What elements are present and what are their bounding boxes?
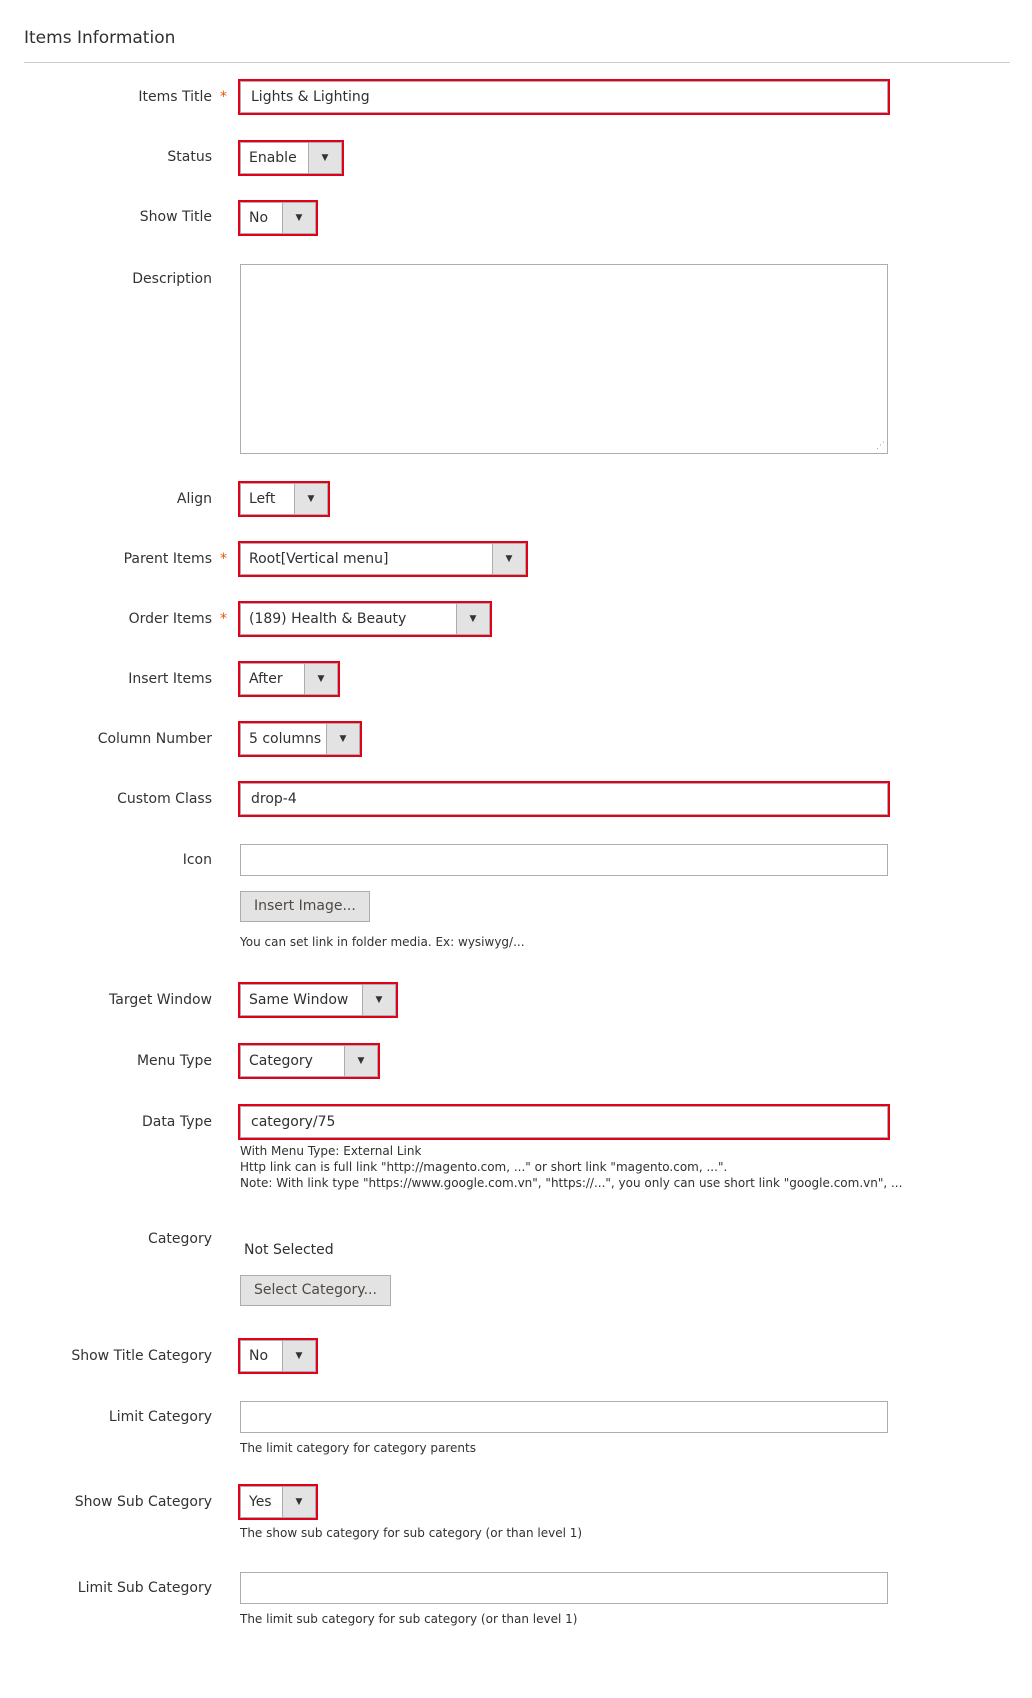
insert-items-select-value: After (249, 671, 283, 687)
show-sub-category-label: Show Sub Category (74, 1494, 212, 1510)
custom-class-label: Custom Class (117, 791, 212, 807)
show-title-select[interactable] (240, 202, 316, 234)
insert-items-label: Insert Items (128, 671, 212, 687)
section-title: Items Information (24, 28, 176, 48)
parent-items-select[interactable] (240, 543, 526, 575)
caret-down-icon[interactable]: ▼ (282, 1341, 315, 1371)
resize-grip-icon[interactable]: ⋰ (876, 441, 885, 451)
data-type-input[interactable]: category/75 (240, 1106, 888, 1138)
show-title-select-value: No (249, 210, 269, 226)
caret-down-icon[interactable]: ▼ (282, 203, 315, 233)
select-category-button[interactable]: Select Category... (240, 1275, 391, 1306)
caret-down-icon[interactable]: ▼ (282, 1487, 315, 1517)
limit-sub-category-input[interactable] (240, 1572, 888, 1604)
show-title-category-label: Show Title Category (71, 1348, 212, 1364)
section-divider (24, 62, 1010, 63)
data-type-note-line1: With Menu Type: External Link (240, 1144, 422, 1158)
caret-down-icon[interactable]: ▼ (294, 484, 327, 514)
icon-input[interactable] (240, 844, 888, 876)
target-window-select[interactable] (240, 984, 396, 1016)
items-title-required-mark: * (220, 89, 227, 105)
order-items-select-value: (189) Health & Beauty (249, 611, 407, 627)
show-sub-category-select-value: Yes (249, 1494, 272, 1510)
insert-items-select[interactable] (240, 663, 338, 695)
parent-items-select-value: Root[Vertical menu] (249, 551, 389, 567)
menu-type-select[interactable] (240, 1045, 378, 1077)
custom-class-input[interactable]: drop-4 (240, 783, 888, 815)
limit-sub-category-label: Limit Sub Category (77, 1580, 212, 1596)
order-items-select[interactable] (240, 603, 490, 635)
caret-down-icon[interactable]: ▼ (492, 544, 525, 574)
show-sub-category-select[interactable] (240, 1486, 316, 1518)
menu-type-select-value: Category (249, 1053, 313, 1069)
parent-items-label: Parent Items (123, 551, 212, 567)
column-number-select-value: 5 columns (249, 731, 322, 747)
align-label: Align (176, 491, 212, 507)
menu-type-label: Menu Type (136, 1053, 212, 1069)
data-type-label: Data Type (141, 1114, 212, 1130)
target-window-select-value: Same Window (249, 992, 349, 1008)
align-select-value: Left (249, 491, 276, 507)
show-title-category-select[interactable] (240, 1340, 316, 1372)
show-sub-category-note: The show sub category for sub category (or than level 1) (240, 1526, 583, 1540)
icon-label: Icon (182, 852, 212, 868)
status-label: Status (167, 149, 212, 165)
description-label: Description (132, 271, 212, 287)
order-items-label: Order Items (128, 611, 212, 627)
status-select-value: Enable (249, 150, 297, 166)
items-title-input[interactable]: Lights & Lighting (240, 81, 888, 113)
show-title-category-select-value: No (249, 1348, 269, 1364)
column-number-label: Column Number (97, 731, 212, 747)
limit-category-input[interactable] (240, 1401, 888, 1433)
items-title-label: Items Title (138, 89, 212, 105)
category-selection-value: Not Selected (244, 1242, 334, 1258)
category-label: Category (148, 1231, 212, 1247)
parent-items-required-mark: * (220, 551, 227, 567)
icon-note: You can set link in folder media. Ex: wysiwyg/... (240, 935, 525, 949)
caret-down-icon[interactable]: ▼ (456, 604, 489, 634)
data-type-note-line3: Note: With link type "https://www.google.com.vn", "https://...", you only can use short link "google.com.vn", ... (240, 1176, 903, 1190)
caret-down-icon[interactable]: ▼ (326, 724, 359, 754)
insert-image-button[interactable]: Insert Image... (240, 891, 370, 922)
caret-down-icon[interactable]: ▼ (362, 985, 395, 1015)
status-select[interactable] (240, 142, 342, 174)
show-title-label: Show Title (139, 209, 212, 225)
order-items-required-mark: * (220, 611, 227, 627)
caret-down-icon[interactable]: ▼ (344, 1046, 377, 1076)
align-select[interactable] (240, 483, 328, 515)
target-window-label: Target Window (109, 992, 212, 1008)
description-textarea[interactable] (240, 264, 888, 454)
caret-down-icon[interactable]: ▼ (308, 143, 341, 173)
data-type-note-line2: Http link can is full link "http://magento.com, ..." or short link "magento.com, ...". (240, 1160, 728, 1174)
caret-down-icon[interactable]: ▼ (304, 664, 337, 694)
limit-sub-category-note: The limit sub category for sub category (or than level 1) (240, 1612, 578, 1626)
column-number-select[interactable] (240, 723, 360, 755)
limit-category-note: The limit category for category parents (240, 1441, 476, 1455)
limit-category-label: Limit Category (108, 1409, 212, 1425)
